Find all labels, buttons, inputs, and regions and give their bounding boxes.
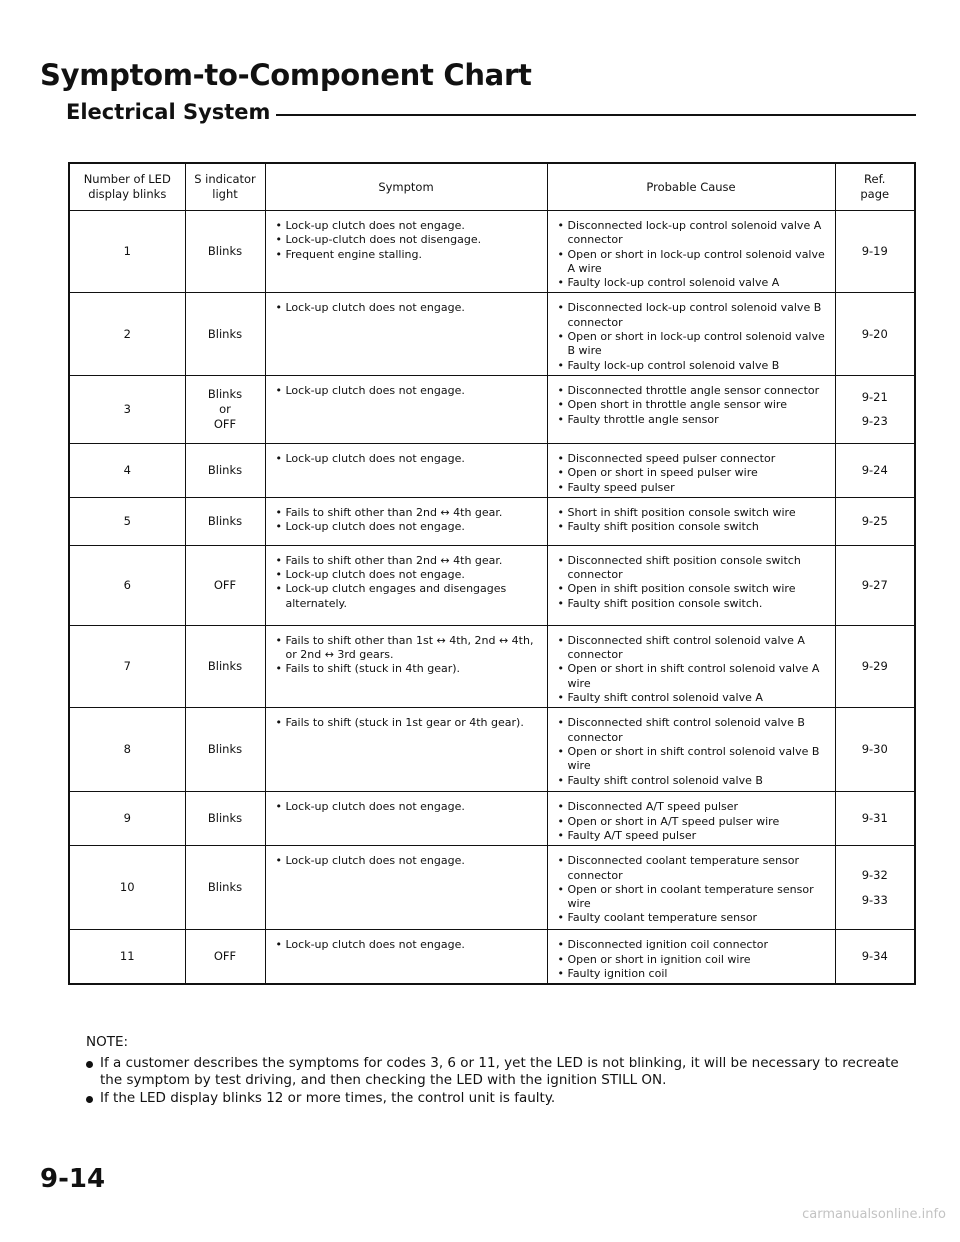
symptom-cell	[265, 846, 547, 930]
cause-item: • Disconnected throttle angle sensor connector	[558, 384, 829, 398]
table-body	[69, 211, 915, 985]
cause-cell	[547, 497, 835, 545]
symptom-cell	[265, 792, 547, 846]
cause-cell	[547, 211, 835, 293]
symptom-cell	[265, 930, 547, 984]
cause-item: • Disconnected shift control solenoid valve A connector	[558, 634, 829, 663]
header-rule	[276, 114, 916, 116]
cause-cell	[547, 545, 835, 625]
watermark: carmanualsonline.info	[802, 1207, 946, 1222]
symptom-item: • Lock-up clutch does not engage.	[276, 384, 541, 398]
cause-item: • Faulty lock-up control solenoid valve B	[558, 359, 829, 373]
cause-item: • Faulty lock-up control solenoid valve A	[558, 276, 829, 290]
page-title: Symptom-to-Component Chart	[40, 58, 532, 92]
cause-item: • Faulty shift control solenoid valve B	[558, 774, 829, 788]
ref-page: 9-34	[861, 949, 888, 964]
symptom-item: • Lock-up clutch does not engage.	[276, 854, 541, 868]
cause-item: • Disconnected A/T speed pulser	[558, 800, 829, 814]
symptom-list	[266, 376, 547, 400]
note-list	[86, 1055, 916, 1108]
header-probable-cause: Probable Cause	[547, 163, 835, 211]
table-row	[69, 708, 915, 792]
cause-item: • Faulty ignition coil	[558, 967, 829, 981]
symptom-list	[266, 792, 547, 816]
s-indicator-cell	[185, 497, 265, 545]
symptom-cell	[265, 211, 547, 293]
ref-page-cell	[835, 625, 915, 707]
ref-page-cell	[835, 375, 915, 443]
ref-page-cell	[835, 708, 915, 792]
cause-item: • Open or short in lock-up control solenoid valve B wire	[558, 330, 829, 359]
symptom-cell	[265, 375, 547, 443]
cause-list	[548, 930, 835, 983]
symptom-item: • Lock-up clutch does not engage.	[276, 568, 541, 582]
cause-cell	[547, 625, 835, 707]
cause-cell	[547, 846, 835, 930]
symptom-cell	[265, 293, 547, 375]
led-blink-count: 5	[69, 497, 185, 545]
symptom-item: • Lock-up clutch does not engage.	[276, 800, 541, 814]
s-indicator-cell	[185, 443, 265, 497]
cause-item: • Faulty A/T speed pulser	[558, 829, 829, 843]
symptom-item: • Frequent engine stalling.	[276, 248, 541, 262]
ref-page: 9-21	[861, 389, 888, 404]
cause-item: • Open or short in speed pulser wire	[558, 466, 829, 480]
header-symptom: Symptom	[265, 163, 547, 211]
cause-cell	[547, 293, 835, 375]
s-indicator-text: OFF	[213, 416, 237, 431]
ref-page-cell	[835, 930, 915, 984]
symptom-cell	[265, 545, 547, 625]
table-row	[69, 375, 915, 443]
s-indicator-text: Blinks	[207, 513, 243, 528]
cause-item: • Open or short in ignition coil wire	[558, 953, 829, 967]
s-indicator-text: OFF	[213, 577, 237, 592]
led-blink-count: 8	[69, 708, 185, 792]
s-indicator-cell	[185, 375, 265, 443]
ref-page-cell	[835, 293, 915, 375]
ref-page: 9-32	[861, 867, 888, 882]
led-blink-count: 10	[69, 846, 185, 930]
ref-page-cell	[835, 443, 915, 497]
note-section	[86, 1034, 916, 1107]
table-row	[69, 792, 915, 846]
cause-item: • Open or short in A/T speed pulser wire	[558, 815, 829, 829]
symptom-list	[266, 546, 547, 613]
ref-page: 9-24	[861, 462, 888, 477]
cause-item: • Faulty shift control solenoid valve A	[558, 691, 829, 705]
ref-page: 9-23	[861, 414, 888, 429]
cause-list	[548, 708, 835, 789]
cause-item: • Open or short in shift control solenoid valve A wire	[558, 662, 829, 691]
header-s-indicator: S indicator light	[185, 163, 265, 211]
led-blink-count: 4	[69, 443, 185, 497]
cause-item: • Faulty shift position console switch.	[558, 597, 829, 611]
s-indicator-cell	[185, 545, 265, 625]
led-blink-count: 1	[69, 211, 185, 293]
led-blink-count: 2	[69, 293, 185, 375]
ref-page: 9-31	[861, 811, 888, 826]
cause-item: • Open or short in lock-up control solenoid valve A wire	[558, 248, 829, 277]
ref-page-cell	[835, 792, 915, 846]
cause-cell	[547, 792, 835, 846]
cause-list	[548, 626, 835, 707]
table-row	[69, 930, 915, 984]
cause-list	[548, 444, 835, 497]
s-indicator-cell	[185, 846, 265, 930]
symptom-item: • Fails to shift (stuck in 4th gear).	[276, 662, 541, 676]
note-item: If a customer describes the symptoms for codes 3, 6 or 11, yet the LED is not blinking, it will be necessary to recreate the symptom by test driving, and then checking the LED with the ignition STILL ON.	[86, 1055, 916, 1090]
ref-page-cell	[835, 846, 915, 930]
ref-page-cell	[835, 211, 915, 293]
cause-item: • Open in shift position console switch wire	[558, 582, 829, 596]
led-blink-count: 7	[69, 625, 185, 707]
header-led-blinks: Number of LED display blinks	[69, 163, 185, 211]
cause-item: • Disconnected shift position console switch connector	[558, 554, 829, 583]
ref-page-cell	[835, 497, 915, 545]
symptom-cell	[265, 625, 547, 707]
cause-item: • Open or short in coolant temperature sensor wire	[558, 883, 829, 912]
table-row	[69, 293, 915, 375]
table-row	[69, 443, 915, 497]
cause-cell	[547, 930, 835, 984]
cause-item: • Disconnected lock-up control solenoid valve A connector	[558, 219, 829, 248]
section-title: Electrical System	[66, 100, 271, 124]
cause-item: • Faulty throttle angle sensor	[558, 413, 829, 427]
ref-page-cell	[835, 545, 915, 625]
cause-list	[548, 293, 835, 374]
note-item: If the LED display blinks 12 or more times, the control unit is faulty.	[86, 1090, 916, 1108]
symptom-list	[266, 498, 547, 537]
symptom-cell	[265, 708, 547, 792]
led-blink-count: 11	[69, 930, 185, 984]
s-indicator-text: Blinks	[207, 742, 243, 757]
symptom-item: • Fails to shift other than 1st ↔ 4th, 2nd ↔ 4th, or 2nd ↔ 3rd gears.	[276, 634, 541, 663]
s-indicator-text: Blinks	[207, 462, 243, 477]
ref-page: 9-33	[861, 892, 888, 907]
cause-item: • Open short in throttle angle sensor wire	[558, 398, 829, 412]
cause-item: • Faulty coolant temperature sensor	[558, 911, 829, 925]
cause-item: • Disconnected shift control solenoid valve B connector	[558, 716, 829, 745]
led-blink-count: 9	[69, 792, 185, 846]
s-indicator-text: Blinks	[207, 244, 243, 259]
symptom-list	[266, 211, 547, 264]
s-indicator-text: Blinks	[207, 659, 243, 674]
cause-cell	[547, 443, 835, 497]
symptom-item: • Fails to shift (stuck in 1st gear or 4th gear).	[276, 716, 541, 730]
ref-page: 9-25	[861, 513, 888, 528]
s-indicator-text: Blinks	[207, 326, 243, 341]
symptom-item: • Lock-up clutch does not engage.	[276, 452, 541, 466]
symptom-table	[68, 162, 916, 985]
cause-list	[548, 546, 835, 613]
section-header	[66, 100, 916, 124]
cause-cell	[547, 375, 835, 443]
cause-list	[548, 376, 835, 429]
symptom-list	[266, 444, 547, 468]
table-row	[69, 497, 915, 545]
s-indicator-cell	[185, 293, 265, 375]
cause-list	[548, 846, 835, 927]
symptom-cell	[265, 497, 547, 545]
led-blink-count: 3	[69, 375, 185, 443]
ref-page: 9-27	[861, 577, 888, 592]
cause-item: • Disconnected lock-up control solenoid valve B connector	[558, 301, 829, 330]
symptom-item: • Lock-up clutch does not engage.	[276, 520, 541, 534]
cause-list	[548, 792, 835, 845]
cause-item: • Faulty speed pulser	[558, 481, 829, 495]
page-number: 9-14	[40, 1164, 106, 1194]
symptom-list	[266, 293, 547, 317]
cause-item: • Disconnected coolant temperature sensor connector	[558, 854, 829, 883]
ref-page: 9-20	[861, 326, 888, 341]
symptom-item: • Lock-up clutch engages and disengages alternately.	[276, 582, 541, 611]
symptom-list	[266, 846, 547, 870]
s-indicator-cell	[185, 930, 265, 984]
cause-item: • Disconnected speed pulser connector	[558, 452, 829, 466]
s-indicator-cell	[185, 211, 265, 293]
s-indicator-text: Blinks	[207, 880, 243, 895]
s-indicator-cell	[185, 708, 265, 792]
s-indicator-text: or	[219, 402, 231, 416]
symptom-item: • Lock-up clutch does not engage.	[276, 938, 541, 952]
cause-cell	[547, 708, 835, 792]
ref-page: 9-19	[861, 244, 888, 259]
table-row	[69, 545, 915, 625]
led-blink-count: 6	[69, 545, 185, 625]
symptom-list	[266, 708, 547, 732]
symptom-item: • Lock-up clutch does not engage.	[276, 301, 541, 315]
ref-page: 9-29	[861, 659, 888, 674]
s-indicator-cell	[185, 792, 265, 846]
s-indicator-text: Blinks	[207, 387, 243, 402]
symptom-item: • Lock-up-clutch does not disengage.	[276, 233, 541, 247]
s-indicator-cell	[185, 625, 265, 707]
symptom-item: • Fails to shift other than 2nd ↔ 4th gear.	[276, 506, 541, 520]
cause-item: • Open or short in shift control solenoid valve B wire	[558, 745, 829, 774]
s-indicator-text: Blinks	[207, 811, 243, 826]
cause-item: • Faulty shift position console switch	[558, 520, 829, 534]
cause-item: • Disconnected ignition coil connector	[558, 938, 829, 952]
symptom-item: • Fails to shift other than 2nd ↔ 4th gear.	[276, 554, 541, 568]
table-row	[69, 211, 915, 293]
s-indicator-text: OFF	[213, 949, 237, 964]
symptom-cell	[265, 443, 547, 497]
table-row	[69, 625, 915, 707]
table-header-row	[69, 163, 915, 211]
cause-item: • Short in shift position console switch wire	[558, 506, 829, 520]
cause-list	[548, 498, 835, 537]
symptom-list	[266, 930, 547, 954]
header-ref-page: Ref. page	[835, 163, 915, 211]
cause-list	[548, 211, 835, 292]
note-label: NOTE:	[86, 1034, 129, 1050]
table-row	[69, 846, 915, 930]
symptom-list	[266, 626, 547, 679]
symptom-item: • Lock-up clutch does not engage.	[276, 219, 541, 233]
ref-page: 9-30	[861, 742, 888, 757]
